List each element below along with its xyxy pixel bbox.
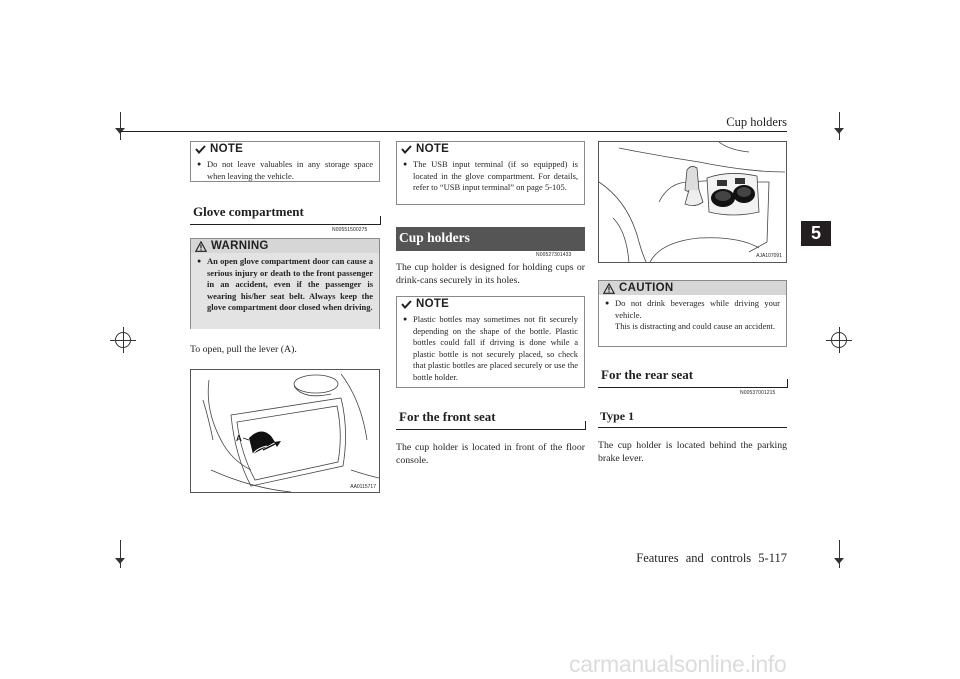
section-code: N00551500275 [332, 227, 368, 233]
note-item [397, 311, 584, 388]
warning-icon [603, 283, 615, 294]
section-heading-cup-holders: Cup holders [396, 227, 585, 251]
subheading-type-1: Type 1 [600, 409, 635, 423]
subheading-rule [598, 427, 787, 428]
section-code: N00527301433 [536, 252, 572, 258]
section-heading-rear-seat: For the rear seat [598, 362, 787, 388]
section-code: N00537001215 [740, 390, 776, 396]
note-icon [195, 145, 206, 154]
caution-label: CAUTION [619, 282, 674, 294]
warning-box [190, 238, 380, 329]
watermark: carmanualsonline.info [569, 651, 787, 677]
bullet-icon: ● [403, 160, 408, 168]
crop-mark [834, 558, 844, 564]
front-cup-holder-illustration [598, 141, 787, 263]
crop-mark [834, 128, 844, 134]
note-box [190, 141, 380, 182]
note-label: NOTE [210, 143, 244, 155]
note-text: Plastic bottles may sometimes not fit securely depending on the shape of the bottle. Plastic bottles could fall if driving is done while a plastic bottle is not securely placed, so check that plastic bottles are placed securely or use the bottle holder. [413, 314, 578, 382]
warning-header [191, 239, 379, 253]
caution-header [599, 281, 786, 295]
body-text: The cup holder is designed for holding cups or drink-cans securely in its holes. [396, 262, 585, 286]
body-text: The cup holder is located in front of the floor console. [396, 442, 585, 466]
note-icon [401, 145, 412, 154]
header-rule [120, 131, 787, 132]
note-label: NOTE [416, 298, 450, 310]
body-text: The cup holder is located behind the parking brake lever. [598, 440, 787, 464]
figure-code: AA0115717 [350, 484, 376, 490]
caution-text: Do not drink beverages while driving your vehicle. This is distracting and could cause an accident. [615, 298, 780, 332]
note-box [396, 141, 585, 205]
caution-item [599, 295, 786, 337]
running-title: Cup holders [726, 115, 787, 129]
note-box [396, 296, 585, 388]
registration-mark [831, 332, 847, 348]
note-header [191, 142, 379, 156]
note-item [397, 156, 584, 198]
crop-mark [839, 112, 840, 140]
figure-code: AJA107091 [756, 253, 782, 259]
figure-label-a: A [236, 434, 242, 443]
note-label: NOTE [416, 143, 450, 155]
note-text: The USB input terminal (if so equipped) is located in the glove compartment. For details, refer to “USB input terminal” on page 5-105. [413, 159, 578, 193]
registration-mark [115, 332, 131, 348]
section-heading-glove: Glove compartment [190, 199, 380, 225]
bullet-icon: ● [403, 315, 408, 323]
section-heading-front-seat: For the front seat [396, 404, 585, 430]
console-drawing [599, 142, 787, 263]
warning-text: An open glove compartment door can cause a serious injury or death to the front passenger in an accident, even if the passenger is wearing his/her seat belt. Always keep the glove compartment door closed when driving. [207, 256, 373, 313]
bullet-icon: ● [197, 160, 202, 168]
warning-item [191, 253, 379, 329]
body-text: To open, pull the lever (A). [190, 344, 297, 355]
glove-box-drawing [191, 370, 380, 493]
note-text: Do not leave valuables in any storage space when leaving the vehicle. [207, 159, 373, 181]
glove-box-illustration [190, 369, 380, 493]
chapter-tab: 5 [801, 221, 831, 246]
note-header [397, 297, 584, 311]
note-item [191, 156, 379, 186]
warning-icon [195, 241, 207, 252]
bullet-icon: ● [605, 299, 610, 307]
note-header [397, 142, 584, 156]
note-icon [401, 300, 412, 309]
bullet-icon: ● [197, 257, 202, 265]
footer-page-ref: Features and controls 5-117 [636, 551, 787, 565]
crop-mark [115, 558, 125, 564]
crop-mark [120, 112, 121, 140]
warning-label: WARNING [211, 240, 269, 252]
caution-box [598, 280, 787, 347]
